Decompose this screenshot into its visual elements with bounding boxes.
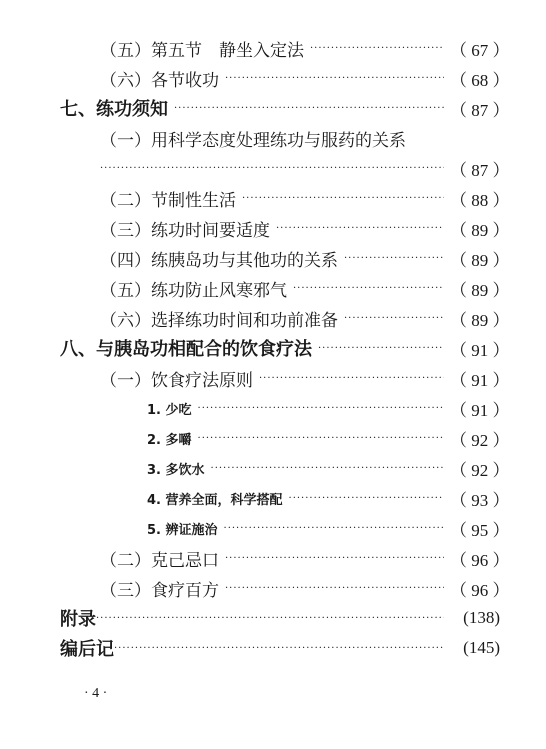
toc-chapter-page: (145)	[463, 638, 500, 657]
toc-entry-title: （二）节制性生活	[100, 190, 236, 211]
dot-leader	[242, 193, 444, 204]
toc-entry[interactable]	[100, 543, 510, 573]
toc-entry-title: （四）练胰岛功与其他功的关系	[100, 250, 338, 271]
toc-subentry-title: 1. 少吃	[147, 402, 192, 418]
toc-chapter[interactable]	[60, 333, 510, 363]
toc-entry-page: （ 87 ）	[450, 160, 510, 180]
toc-subentry[interactable]	[147, 483, 510, 513]
dot-leader	[198, 403, 444, 414]
toc-entry-title: （二）克己忌口	[100, 550, 219, 571]
toc-chapter[interactable]	[60, 633, 500, 663]
toc-chapter-title: 七、练功须知	[60, 99, 168, 120]
toc-subentry[interactable]	[147, 423, 510, 453]
toc-subentry[interactable]	[147, 453, 510, 483]
toc-entry-page: （ 96 ）	[450, 550, 510, 570]
toc-chapter-title: 八、与胰岛功相配合的饮食疗法	[60, 339, 312, 360]
toc-chapter-page: (138)	[463, 608, 500, 627]
toc-entry[interactable]	[100, 363, 510, 393]
toc-subentry-title: 5. 辨证施治	[147, 522, 218, 538]
dot-leader	[174, 103, 444, 114]
toc-entry[interactable]	[100, 183, 510, 213]
dot-leader	[318, 343, 444, 354]
dot-leader	[344, 313, 444, 324]
toc-subentry[interactable]	[147, 513, 510, 543]
toc-subentry-page: （ 91 ）	[450, 400, 510, 420]
dot-leader	[96, 613, 444, 624]
dot-leader	[276, 223, 444, 234]
dot-leader	[344, 253, 444, 264]
toc-chapter[interactable]	[60, 93, 510, 123]
toc-subentry[interactable]	[147, 393, 510, 423]
dot-leader	[225, 583, 444, 594]
dot-leader	[198, 433, 444, 444]
toc-subentry-page: （ 92 ）	[450, 430, 510, 450]
dot-leader	[289, 493, 444, 504]
toc-entry-page: （ 96 ）	[450, 580, 510, 600]
toc-entry-page: （ 89 ）	[450, 310, 510, 330]
toc-subentry-page: （ 95 ）	[450, 520, 510, 540]
dot-leader	[225, 553, 444, 564]
toc-entry-page: （ 88 ）	[450, 190, 510, 210]
toc-chapter-page: （ 87 ）	[450, 100, 510, 120]
dot-leader	[259, 373, 444, 384]
toc-subentry-page: （ 93 ）	[450, 490, 510, 510]
toc-entry-title: （三）食疗百方	[100, 580, 219, 601]
toc-entry-page: （ 68 ）	[450, 70, 510, 90]
toc-chapter-title: 附录	[60, 609, 96, 630]
toc-subentry-title: 3. 多饮水	[147, 462, 205, 478]
toc-entry[interactable]	[100, 573, 510, 603]
toc-entry-page: （ 89 ）	[450, 280, 510, 300]
toc-chapter[interactable]	[60, 603, 500, 633]
toc-entry[interactable]	[100, 123, 500, 153]
toc-entry[interactable]	[100, 33, 510, 63]
toc-chapter-title: 编后记	[60, 639, 114, 660]
toc-subentry-title: 4. 营养全面，科学搭配	[147, 492, 283, 508]
toc-entry-title: （六）选择练功时间和功前准备	[100, 310, 338, 331]
toc-entry-title: （五）练功防止风寒邪气	[100, 280, 287, 301]
toc-entry[interactable]	[100, 63, 510, 93]
toc-entry-page: （ 91 ）	[450, 370, 510, 390]
toc-entry-title: （一）用科学态度处理练功与服药的关系	[100, 130, 406, 151]
toc-entry-title: （三）练功时间要适度	[100, 220, 270, 241]
dot-leader	[225, 73, 444, 84]
toc-entry-page: （ 89 ）	[450, 220, 510, 240]
toc-entry[interactable]	[100, 243, 510, 273]
toc-entry-title: （六）各节收功	[100, 70, 219, 91]
dot-leader	[211, 463, 444, 474]
toc-entry-page: （ 67 ）	[450, 40, 510, 60]
toc-subentry-page: （ 92 ）	[450, 460, 510, 480]
toc-entry-title: （一）饮食疗法原则	[100, 370, 253, 391]
dot-leader	[310, 43, 444, 54]
toc-entry-page: （ 89 ）	[450, 250, 510, 270]
dot-leader	[293, 283, 444, 294]
toc-entry-title: （五）第五节 静坐入定法	[100, 40, 304, 61]
dot-leader	[114, 643, 444, 654]
toc-chapter-page: （ 91 ）	[450, 340, 510, 360]
toc-entry[interactable]	[100, 303, 510, 333]
toc-entry[interactable]	[100, 273, 510, 303]
dot-leader	[224, 523, 444, 534]
toc-entry-continuation[interactable]	[100, 153, 510, 183]
toc-subentry-title: 2. 多嚼	[147, 432, 192, 448]
toc-entry[interactable]	[100, 213, 510, 243]
dot-leader	[100, 163, 444, 174]
page-number: · 4 ·	[84, 686, 108, 701]
